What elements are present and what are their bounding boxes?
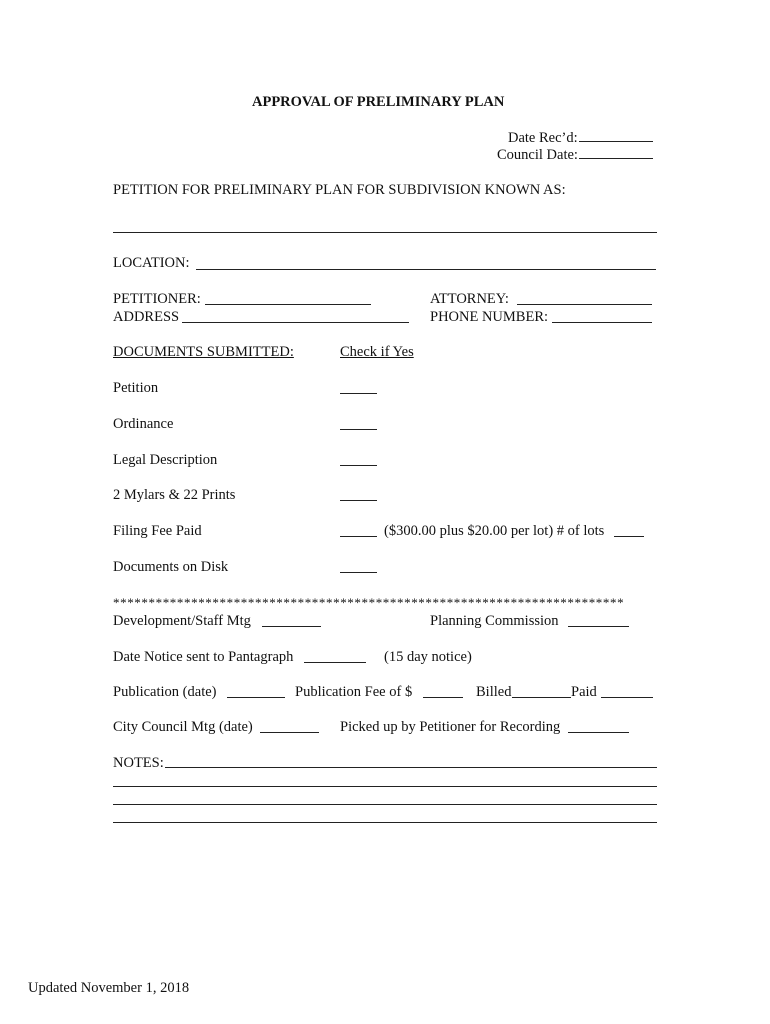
check-heading: Check if Yes — [340, 344, 414, 360]
document-label-petition: Petition — [113, 380, 159, 396]
publication-fee-label: Publication Fee of $ — [295, 684, 413, 700]
city-council-label: City Council Mtg (date) — [113, 719, 253, 735]
picked-up-label: Picked up by Petitioner for Recording — [340, 719, 561, 735]
number-of-lots-line[interactable] — [614, 536, 644, 537]
council-date-field[interactable] — [497, 148, 653, 163]
attorney-label: ATTORNEY: — [430, 291, 509, 307]
notes-line-4[interactable] — [113, 822, 657, 823]
asterisk-separator: ************************************************************************ — [113, 595, 625, 610]
filing-fee-note: ($300.00 plus $20.00 per lot) # of lots — [384, 523, 605, 539]
dev-staff-label: Development/Staff Mtg — [113, 613, 251, 629]
check-line-filing-fee[interactable] — [340, 536, 377, 537]
date-received-field[interactable] — [508, 131, 653, 146]
publication-label: Publication (date) — [113, 684, 217, 700]
date-received-line[interactable] — [579, 140, 653, 142]
location-label: LOCATION: — [113, 255, 190, 271]
address-label: ADDRESS — [113, 309, 180, 325]
notice-note: (15 day notice) — [384, 649, 472, 665]
subdivision-name-line[interactable] — [113, 232, 657, 233]
planning-commission-label: Planning Commission — [430, 613, 559, 629]
paid-label: Paid — [571, 684, 597, 700]
document-label-legal-description: Legal Description — [113, 452, 218, 468]
footer-updated-date: Updated November 1, 2018 — [28, 980, 190, 996]
phone-line[interactable] — [552, 322, 652, 323]
billed-line[interactable] — [512, 697, 571, 698]
council-date-label: Council Date: — [497, 147, 578, 163]
council-date-line[interactable] — [579, 157, 653, 159]
address-line[interactable] — [182, 322, 409, 323]
date-received-label: Date Rec’d: — [508, 130, 578, 146]
document-label-disk: Documents on Disk — [113, 559, 229, 575]
check-line-disk[interactable] — [340, 572, 377, 573]
notes-label: NOTES: — [113, 755, 164, 771]
phone-label: PHONE NUMBER: — [430, 309, 549, 325]
check-line-mylars-prints[interactable] — [340, 500, 377, 501]
document-label-ordinance: Ordinance — [113, 416, 174, 432]
check-line-petition[interactable] — [340, 393, 377, 394]
notice-line[interactable] — [304, 662, 366, 663]
notes-line-2[interactable] — [113, 786, 657, 787]
check-line-ordinance[interactable] — [340, 429, 377, 430]
publication-date-line[interactable] — [227, 697, 285, 698]
publication-fee-line[interactable] — [423, 697, 463, 698]
notes-line-3[interactable] — [113, 804, 657, 805]
notes-line-1[interactable] — [165, 767, 657, 768]
city-council-line[interactable] — [260, 732, 319, 733]
document-label-mylars-prints: 2 Mylars & 22 Prints — [113, 487, 236, 503]
document-label-filing-fee: Filing Fee Paid — [113, 523, 202, 539]
billed-label: Billed — [476, 684, 512, 700]
check-line-legal-description[interactable] — [340, 465, 377, 466]
dev-staff-line[interactable] — [262, 626, 321, 627]
planning-commission-line[interactable] — [568, 626, 629, 627]
petitioner-line[interactable] — [205, 304, 371, 305]
paid-line[interactable] — [601, 697, 653, 698]
petition-heading: PETITION FOR PRELIMINARY PLAN FOR SUBDIVISION KNOWN AS: — [113, 182, 566, 198]
notice-label: Date Notice sent to Pantagraph — [113, 649, 294, 665]
petitioner-label: PETITIONER: — [113, 291, 201, 307]
form-title: APPROVAL OF PRELIMINARY PLAN — [252, 94, 505, 110]
picked-up-line[interactable] — [568, 732, 629, 733]
attorney-line[interactable] — [517, 304, 652, 305]
location-line[interactable] — [196, 269, 656, 270]
documents-heading: DOCUMENTS SUBMITTED: — [113, 344, 294, 360]
